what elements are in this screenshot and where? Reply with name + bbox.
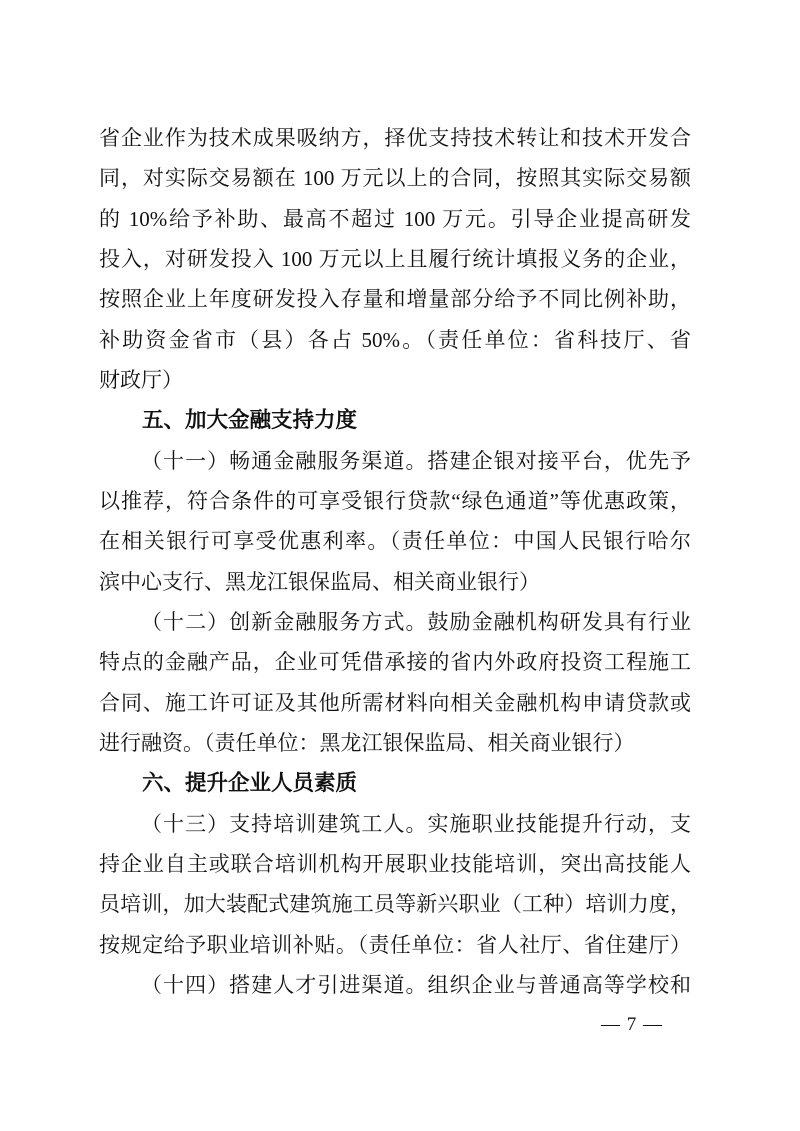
text-line: 以推荐，符合条件的可享受银行贷款“绿色通道”等优惠政策， bbox=[99, 488, 691, 513]
text-line: （十四）搭建人才引进渠道。组织企业与普通高等学校和 bbox=[141, 972, 691, 997]
text-line: 在相关银行可享受优惠利率。（责任单位：中国人民银行哈尔 bbox=[99, 529, 691, 554]
text-line: 特点的金融产品，企业可凭借承接的省内外政府投资工程施工 bbox=[99, 650, 691, 675]
text-line: 滨中心支行、黑龙江银保监局、相关商业银行） bbox=[99, 569, 540, 594]
text-line: （十二）创新金融服务方式。鼓励金融机构研发具有行业 bbox=[141, 609, 691, 634]
text-line: （十一）畅通金融服务渠道。搭建企银对接平台，优先予 bbox=[141, 448, 691, 473]
text-line: 进行融资。（责任单位：黑龙江银保监局、相关商业银行） bbox=[99, 730, 635, 755]
text-line: 员培训，加大装配式建筑施工员等新兴职业（工种）培训力度， bbox=[99, 892, 691, 917]
section-heading: 六、提升企业人员素质 bbox=[142, 771, 358, 796]
section-heading: 五、加大金融支持力度 bbox=[142, 408, 358, 433]
text-line: 持企业自主或联合培训机构开展职业技能培训，突出高技能人 bbox=[99, 851, 691, 876]
text-line: （十三）支持培训建筑工人。实施职业技能提升行动，支 bbox=[141, 811, 691, 836]
text-line: 补助资金省市（县）各占 50%。（责任单位：省科技厅、省 bbox=[99, 327, 691, 352]
text-line: 同，对实际交易额在 100 万元以上的合同，按照其实际交易额 bbox=[99, 166, 691, 191]
page-number: — 7 — bbox=[601, 1014, 663, 1036]
text-line: 财政厅） bbox=[99, 367, 183, 392]
document-body bbox=[99, 118, 691, 1046]
text-line: 投入，对研发投入 100 万元以上且履行统计填报义务的企业， bbox=[99, 246, 691, 271]
text-line: 合同、施工许可证及其他所需材料向相关金融机构申请贷款或 bbox=[99, 690, 691, 715]
text-line: 按规定给予职业培训补贴。（责任单位：省人社厅、省住建厅） bbox=[99, 932, 691, 957]
text-line: 省企业作为技术成果吸纳方，择优支持技术转让和技术开发合 bbox=[99, 126, 691, 150]
text-line: 的 10%给予补助、最高不超过 100 万元。引导企业提高研发 bbox=[99, 206, 691, 231]
text-line: 按照企业上年度研发投入存量和增量部分给予不同比例补助， bbox=[99, 287, 691, 312]
